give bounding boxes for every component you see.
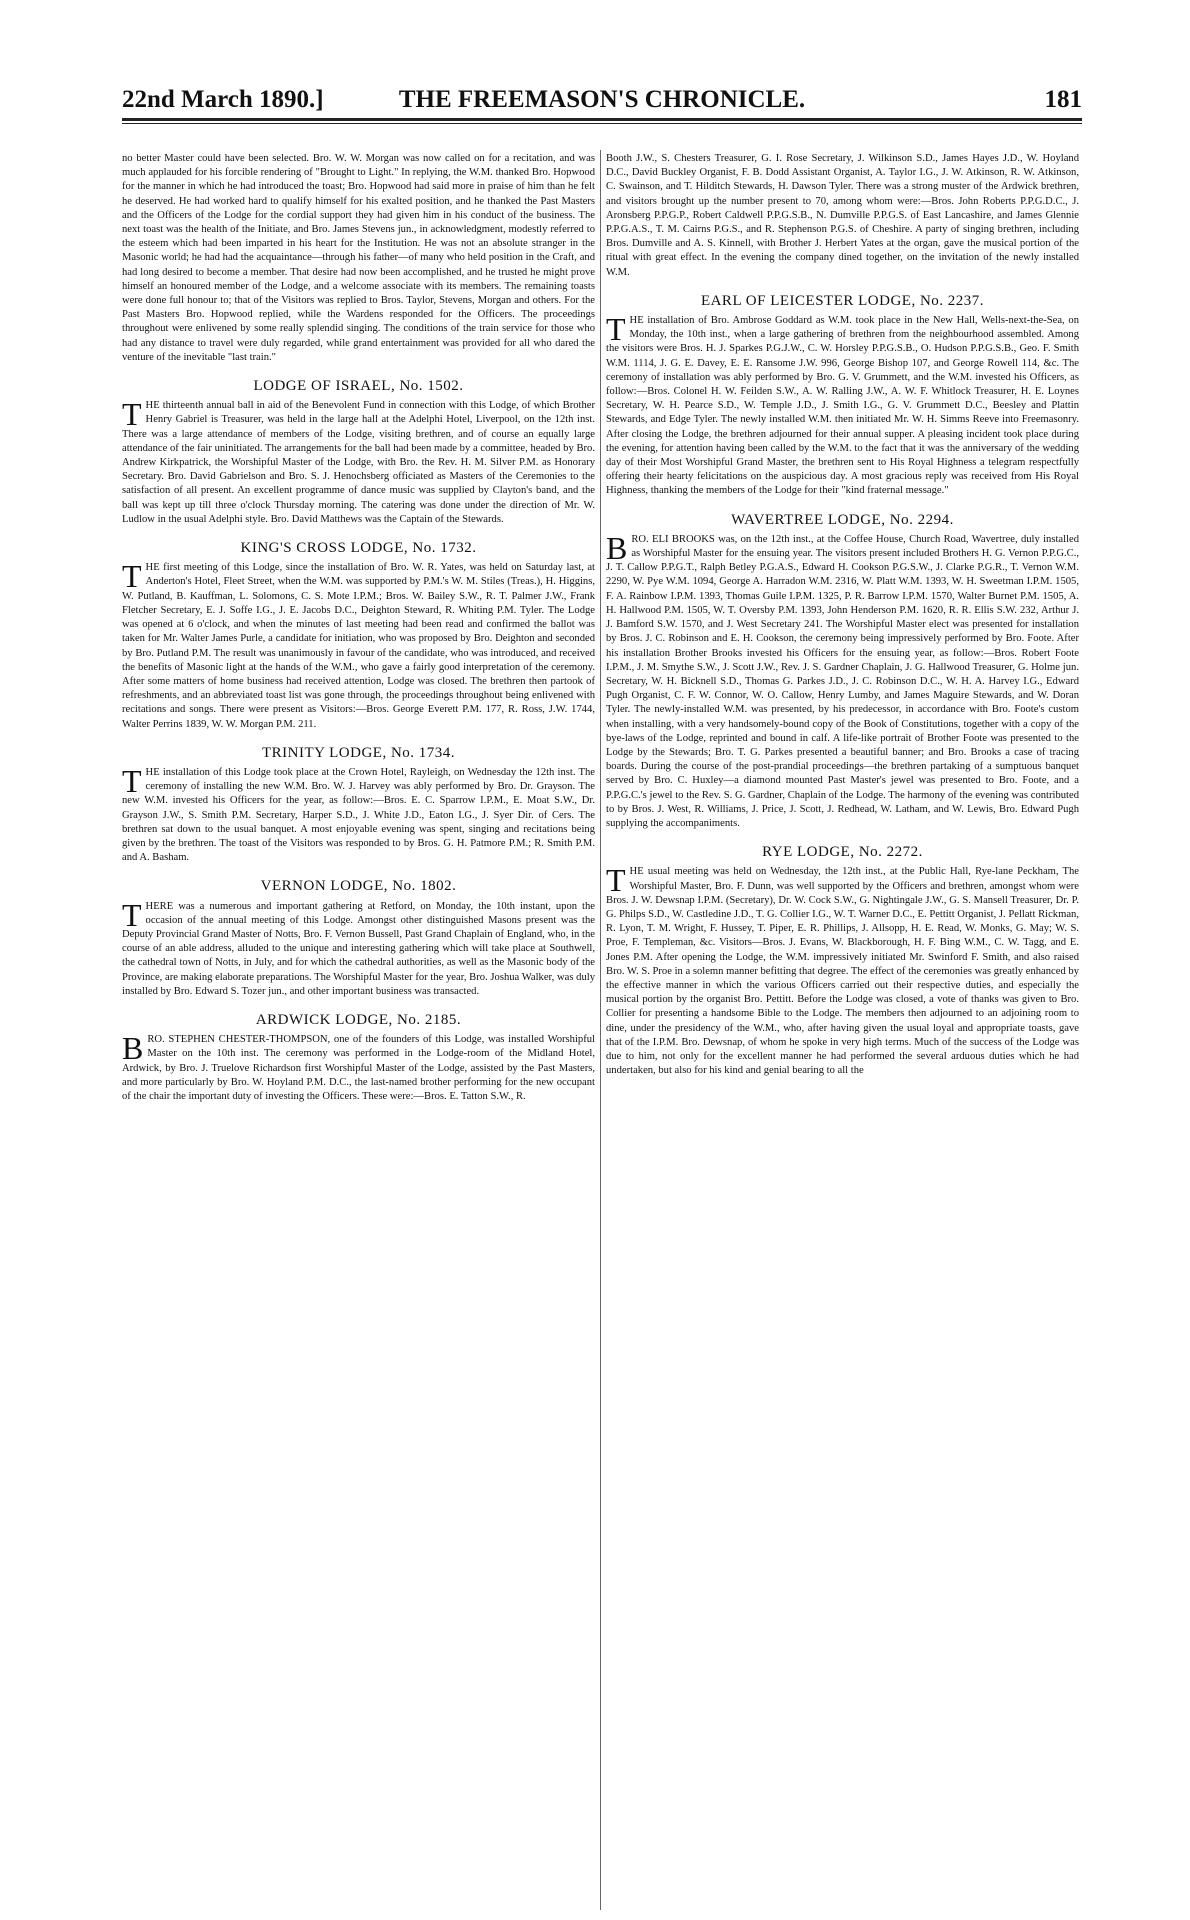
drop-cap: T	[122, 762, 142, 799]
article-body-ardwick: BRO. STEPHEN CHESTER-THOMPSON, one of the founders of this Lodge, was installed Worshipful Master on the 10th inst. The ceremony was performed in the Lodge-room of the Midland Hotel, Ardwick, by Bro. J. Truelove Richardson first Worshipful Master of the Lodge, assisted by the Past Masters, and more particularly by Bro. W. Hoyland P.M. D.C., the last-named brother performing for the new occupant of the chair the important duty of investing the Officers. These were:—Bros. E. Tatton S.W., R.	[122, 1030, 595, 1102]
article-body-trinity: THE installation of this Lodge took place at the Crown Hotel, Rayleigh, on Wednesday the 12th inst. The ceremony of installing the new W.M. Bro. W. J. Harvey was ably performed by Bro. Dr. Grayson. The new W.M. invested his Officers for the year, as follow:—Bros. E. C. Sparrow I.P.M., E. Moat S.W., Dr. Grayson J.W., S. Smith P.M. Secretary, Harper S.D., J. White J.D., Eaton I.G., J. Syer Dir. of Cers. The brethren sat down to the usual banquet. A most enjoyable evening was spent, singing and recitations being given by the brethren. The toast of the Visitors was responded to by Bros. G. H. Patmore P.M.; R. Smith P.M. and A. Basham.	[122, 762, 595, 864]
publication-title: THE FREEMASON'S CHRONICLE.	[398, 86, 806, 113]
article-body-israel: THE thirteenth annual ball in aid of the Benevolent Fund in connection with this Lodge, of which Brother Henry Gabriel is Treasurer, was held in the large hall at the Adelphi Hotel, Liverpool, on the 12th inst. There was a large attendance of members of the Lodge, visiting brethren, and of course an equally large attendance of the fair uninitiated. The arrangements for the ball had been made by a committee, headed by Bro. Andrew Kirkpatrick, the Worshipful Master of the Lodge, with Bro. the Rev. H. M. Silver P.M. as Honorary Secretary. Bro. David Gabrielson and Bro. S. J. Henochsberg officiated as Masters of the Ceremonies to the satisfaction of all present. An excellent programme of dance music was supplied by Clayton's band, and the ball was kept up till three o'clock Thursday morning. The catering was done under the direction of Mr. W. Ludlow in the usual Adelphi style. Bro. David Matthews was the Captain of the Stewards.	[122, 396, 595, 525]
article-body-earl-of-leicester: THE installation of Bro. Ambrose Goddard as W.M. took place in the New Hall, Wells-next-the-Sea, on Monday, the 10th inst., when a large gathering of brethren from the neighbourhood assembled. Among the visitors were Bros. H. J. Sparkes P.G.J.W., C. W. Horsley P.P.G.S.B., O. Hudson P.P.G.S.B., Geo. F. Smith W.M. 1114, J. G. E. Davey, E. E. Ransome J.W. 996, George Bishop 107, and George Rowell 114, &c. The ceremony of installation was ably performed by Bro. G. V. Grummett, and the W.M. invested his Officers, as follow:—Bros. Colonel H. W. Feilden S.W., A. W. Ralling J.W., A. W. F. Whitlock Treasurer, H. E. Loynes Secretary, W. H. Pearce S.D., W. Temple J.D., J. Smith I.G., G. V. Grummett D.C., Beesley and Plattin Stewards, and Edge Tyler. The newly installed W.M. then initiated Mr. W. H. Simms Reeve into Freemasonry. After closing the Lodge, the brethren adjourned for their annual supper. A pleasing incident took place during the evening, for attention having been called by the W.M. to the fact that it was the anniversary of the wedding day of their Most Worshipful Grand Master, the brethren sent to His Royal Highness a telegram respectfully offering their hearty felicitations on the auspicious day. A most gracious reply was received from His Royal Highness, thanking the members of the Lodge for their "kind fraternal message."	[606, 311, 1079, 497]
drop-cap: T	[122, 896, 142, 933]
article-heading-ardwick: ARDWICK LODGE, No. 2185.	[255, 1011, 462, 1028]
article-heading-trinity: TRINITY LODGE, No. 1734.	[261, 744, 456, 761]
article-heading-rye: RYE LODGE, No. 2272.	[762, 844, 923, 861]
drop-cap: B	[122, 1030, 144, 1067]
drop-cap: T	[122, 558, 142, 595]
article-body-wavertree: BRO. ELI BROOKS was, on the 12th inst., at the Coffee House, Church Road, Wavertree, duly installed as Worshipful Master for the ensuing year. The visitors present included Brothers H. G. Vernon P.P.G.C., J. T. Callow P.P.G.T., Ralph Betley P.G.A.S., Edward H. Cookson P.G.S.W., J. Clarke P.G.R., T. Vernon W.M. 2290, W. Pye W.M. 1094, George A. Harradon W.M. 2316, W. Platt W.M. 1393, W. H. Sweetman I.P.M. 1505, F. A. Rainbow I.P.M. 1393, Thomas Guile I.P.M. 1325, P. R. Barrow I.P.M. 1570, Walter Burnet P.M. 1505, A. H. Hallwood P.M. 1505, W. T. Oversby P.M. 1393, John Henderson P.M. 1620, R. R. Ellis S.W. 232, Arthur J. J. Bamford S.W. 1570, and J. West Secretary 241. The Worshipful Master elect was presented for installation by Bros. J. C. Robinson and E. H. Cookson, the ceremony being impressively performed by Bro. Foote. After his installation Brother Brooks invested his Officers for the ensuing year, as follow:—Bros. Robert Foote I.P.M., J. M. Smythe S.W., J. Scott J.W., Rev. J. S. Gardner Chaplain, J. G. Hallwood Treasurer, G. Holme jun. Secretary, W. H. Bicknell S.D., Thomas G. Parkes J.D., J. C. Robinson D.C., W. H. A. Harvey I.G., Edward Pugh Organist, C. F. W. Connor, W. O. Callow, Henry Lumby, and James Maguire Stewards, and W. Doran Tyler. The newly-installed W.M. was presented, by his predecessor, in accordance with Bro. Foote's custom when installing, with a very handsomely-bound copy of the Book of Constitutions, together with a copy of the bye-laws of the Lodge, reprinted and bound in calf. A life-like portrait of Brother Foote was presented to the Lodge by the Stewards; Bro. T. G. Parkes presented a beautiful banner; and Bro. Brooks a case of tracing boards. During the course of the post-prandial proceedings—the brethren partaking of a sumptuous banquet served by Bro. C. Huxley—a diamond mounted Past Master's jewel was presented to Bro. Foote, and a P.P.G.C.'s jewel to the Rev. S. G. Gardner, Chaplain of the Lodge. The harmony of the evening was contributed to by Bros. J. West, R. Williams, J. Price, J. Scott, J. Redhead, W. Latham, and W. Lewis, Bro. Edward Pugh supplying the accompaniments.	[606, 529, 1079, 829]
right-column	[606, 152, 1079, 1912]
left-column	[122, 152, 595, 1912]
column-divider	[600, 150, 601, 1910]
article-heading-israel: LODGE OF ISRAEL, No. 1502.	[253, 378, 464, 395]
continued-article-text: no better Master could have been selected. Bro. W. W. Morgan was now called on for a recitation, and was much applauded for his forcible rendering of "Brought to Light." In replying, the W.M. thanked Bro. Hopwood for the manner in which he had introduced the toast; Bro. Hopwood had said more in praise of him than he felt he deserved. He had worked hard to qualify himself for his exalted position, and he thanked the Past Masters and the Officers of the Lodge for the cordial support they had given him in his conduct of the business. The next toast was the health of the Initiate, and Bro. James Stevens jun., in acknowledgment, modestly referred to the esteem which had been imparted in his heart for the Institution. He was not an absolute stranger in the Masonic world; he had had the acquaintance—through his father—of many who held position in the Craft, and had long desired to become a member. That desire had now been accomplished, and he trusted he might prove himself an honoured member of the Lodge, and a welcome associate with its members. The remaining toasts were done full honour to; that of the Visitors was replied to Bros. Taylor, Stevens, Morgan and others. For the Past Masters Bro. Hopwood replied, while the Wardens responded for the Officers. The proceedings throughout were enlivened by some really splendid singing. The conditions of the train service for those who had any distance to travel were duly regarded, while grand entertainment was provided for all who dared the venture of the inevitable "last train."	[122, 153, 595, 363]
article-body-rye: THE usual meeting was held on Wednesday, the 12th inst., at the Public Hall, Rye-lane Peckham, The Worshipful Master, Bro. F. Dunn, was well supported by the Officers and brethren, amongst whom were Bros. J. W. Dewsnap I.P.M. (Secretary), Dr. W. Cock S.W., G. Nightingale J.W., G. S. Mansell Treasurer, Dr. P. G. Philps S.D., W. Castledine J.D., T. G. Collier I.G., W. T. Warner D.C., E. Pettitt Organist, J. Pellatt Rickman, R. Lyon, T. M. Wright, F. Hussey, T. Piper, E. R. Phillips, J. Allsopp, H. E. Read, W. Monks, G. May; W. S. Proe, F. Templeman, &c. Visitors—Bros. J. Evans, W. Blackborough, H. F. Bing W.M., C. W. Tagg, and E. Jones P.M. After opening the Lodge, the W.M. impressively initiated Mr. Swinford F. Smith, and also raised Bro. W. S. Proe in a solemn manner befitting that degree. The effect of the ceremonies was greatly enhanced by the effective manner in which the various Officers carried out their respective duties, and especially the musical portion by the organist Bro. Pettitt. Before the Lodge was closed, a vote of thanks was given to Bro. Collier for presenting a handsome Bible to the Lodge. The members then adjourned to an adjoining room to dine, under the presidency of the W.M., who, after having given the usual loyal and appropriate toasts, gave that of the I.P.M. Bro. Dewsnap, of whom he spoke in very high terms. Much of the success of the Lodge was due to him, not only for the excellent manner he had performed the several arduous duties which he had undertaken, but also for his kind and genial bearing to all the	[606, 862, 1079, 1077]
page-number: 181	[1044, 86, 1082, 113]
drop-cap: B	[606, 529, 628, 566]
article-heading-kings-cross: KING'S CROSS LODGE, No. 1732.	[240, 540, 477, 557]
drop-cap: T	[606, 862, 626, 899]
article-heading-earl-of-leicester: EARL OF LEICESTER LODGE, No. 2237.	[700, 292, 985, 309]
article-body-vernon: THERE was a numerous and important gathering at Retford, on Monday, the 10th instant, upon the occasion of the annual meeting of this Lodge. Amongst other distinguished Masons present was the Deputy Provincial Grand Master of Notts, Bro. F. Vernon Bussell, Past Grand Chaplain of England, who, in the course of an able address, alluded to the unique and interesting gathering which will take place at Southwell, the cathedral town of Notts, in July, and for which the cathedral authorities, as well as the Masonic body of the Province, are making elaborate preparations. The Worshipful Master for the year, Bro. Joshua Walker, was duly installed by Bro. Edward S. Tozer jun., and other important business was transacted.	[122, 896, 595, 997]
header-rule	[122, 118, 1082, 121]
header-rule-thin	[122, 123, 1082, 124]
issue-date: 22nd March 1890.]	[122, 86, 324, 113]
continued-article-text: Booth J.W., S. Chesters Treasurer, G. I. Rose Secretary, J. Wilkinson S.D., James Hayes J.D., W. Hoyland D.C., David Buckley Organist, F. B. Dodd Assistant Organist, A. Taylor I.G., J. W. Atkinson, R. W. Atkinson, C. Swainson, and T. Hilditch Stewards, H. Dawson Tyler. There was a strong muster of the Ardwick brethren, and visitors brought up the number present to 70, among whom were:—Bros. John Roberts P.P.G.D.C., J. Aronsberg P.P.G.P., Robert Caldwell P.P.G.S.B., N. Dumville P.P.G.S. of East Lancashire, and James Glennie P.P.G.A.S., T. M. Cairns P.G.S., and R. Stephenson P.G.S. of Cheshire. A party of singing brethren, including Bros. Dumville and A. S. Kinnell, with Brother J. Herbert Yates at the organ, gave the musical portion of the ritual with great effect. In the evening the company dined together, on the invitation of the newly installed W.M.	[606, 153, 1079, 278]
article-heading-vernon: VERNON LODGE, No. 1802.	[260, 878, 457, 895]
drop-cap: T	[122, 396, 142, 433]
masthead	[122, 86, 1082, 116]
article-heading-wavertree: WAVERTREE LODGE, No. 2294.	[731, 511, 954, 528]
drop-cap: T	[606, 311, 626, 348]
article-body-kings-cross: THE first meeting of this Lodge, since the installation of Bro. W. R. Yates, was held on Saturday last, at Anderton's Hotel, Fleet Street, when the W.M. was supported by P.M.'s W. M. Stiles (Treas.), H. Higgins, W. Putland, B. Kauffman, L. Solomons, C. S. Mote I.P.M.; Bros. W. Bailey S.W., R. T. Palmer J.W., Frank Fletcher Secretary, E. J. Soffe I.G., J. E. Jacobs D.C., Deighton Steward, R. Whiting P.M. Tyler. The Lodge was opened at 6 o'clock, and when the minutes of last meeting had been read and confirmed the ballot was taken for Mr. Walter James Purle, a candidate for initiation, who was proposed by Bro. Deighton and seconded by Bro. Putland P.M. The result was unanimously in favour of the candidate, who was introduced, and received the benefits of Masonic light at the hands of the W.M., who gave a fairly good interpretation of the ceremony. After some matters of home business had received attention, Lodge was closed. The brethren then partook of refreshments, and an abbreviated toast list was gone through, the proceedings throughout being enlivened with recitations and songs. There were present as Visitors:—Bros. George Everett P.M. 177, R. Ross, J.W. 1744, Walter Perrins 1839, W. W. Morgan P.M. 211.	[122, 558, 595, 730]
